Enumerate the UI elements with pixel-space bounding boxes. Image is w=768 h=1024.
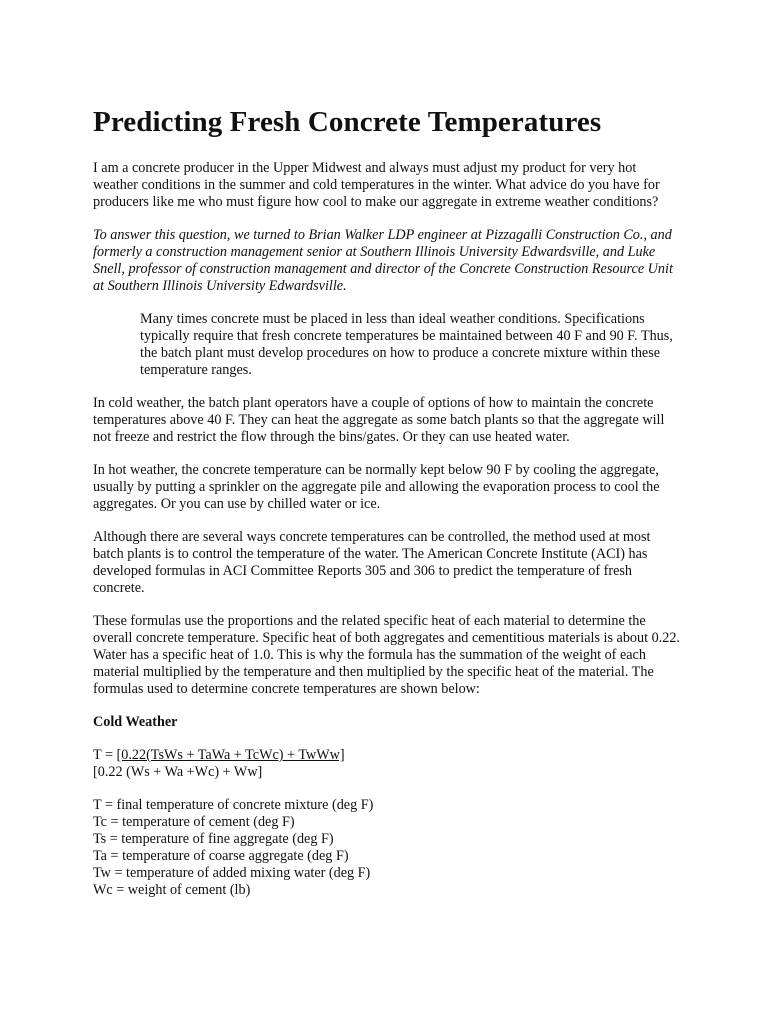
temperature-formula (93, 747, 683, 781)
definition-item: Ta = temperature of coarse aggregate (deg F) (93, 848, 349, 864)
document-page (93, 104, 683, 899)
definition-item: Wc = weight of cement (lb) (93, 882, 251, 898)
question-paragraph: I am a concrete producer in the Upper Midwest and always must adjust my product for very hot weather conditions in the summer and cold temperatures in the winter. What advice do you have for producers like me who must figure how cool to make our aggregate in extreme weather conditions? (93, 160, 660, 210)
hot-weather-paragraph: In hot weather, the concrete temperature can be normally kept below 90 F by cooling the aggregate, usually by putting a sprinkler on the aggregate pile and allowing the evaporation process to cool the aggregates. Or you can use by chilled water or ice. (93, 462, 660, 512)
cold-weather-paragraph: In cold weather, the batch plant operators have a couple of options of how to maintain the concrete temperatures above 40 F. They can heat the aggregate as some batch plants so that the aggregate will not freeze and restrict the flow through the bins/gates. Or they can use heated water. (93, 395, 665, 445)
methods-paragraph: Although there are several ways concrete temperatures can be controlled, the method used at most batch plants is to control the temperature of the water. The American Concrete Institute (ACI) has developed formulas in ACI Committee Reports 305 and 306 to predict the temperature of fresh concrete. (93, 529, 651, 596)
definition-item: Ts = temperature of fine aggregate (deg F) (93, 831, 334, 847)
definition-item: Tc = temperature of cement (deg F) (93, 814, 295, 830)
page-title: Predicting Fresh Concrete Temperatures (93, 106, 602, 138)
definitions-list (93, 797, 683, 899)
formula-lhs: T = (93, 747, 117, 763)
formula-numerator-line (93, 747, 683, 764)
formulas-paragraph: These formulas use the proportions and the related specific heat of each material to determine the overall concrete temperature. Specific heat of both aggregates and cementitious materials is about 0.22. Water has a specific heat of 1.0. This is why the formula has the summation of the weight of each material multiplied by the temperature and then multiplied by the specific heat of the material. The formulas used to determine concrete temperatures are shown below: (93, 613, 680, 697)
block-quote: Many times concrete must be placed in less than ideal weather conditions. Specifications typically require that fresh concrete temperatures be maintained between 40 F and 90 F. Thus, the batch plant must develop procedures on how to produce a concrete mixture within these temperature ranges. (140, 311, 673, 378)
definition-item: T = final temperature of concrete mixture (deg F) (93, 797, 374, 813)
formula-numerator: [0.22(TsWs + TaWa + TcWc) + TwWw] (116, 747, 345, 763)
answer-intro-paragraph: To answer this question, we turned to Brian Walker LDP engineer at Pizzagalli Construction Co., and formerly a construction management senior at Southern Illinois University Edwardsville, and Luke Snell, professor of construction management and director of the Concrete Construction Resource Unit at Southern Illinois University Edwardsville. (93, 227, 673, 294)
cold-weather-heading: Cold Weather (93, 714, 178, 730)
formula-denominator: [0.22 (Ws + Wa +Wc) + Ww] (93, 764, 263, 780)
definition-item: Tw = temperature of added mixing water (deg F) (93, 865, 371, 881)
